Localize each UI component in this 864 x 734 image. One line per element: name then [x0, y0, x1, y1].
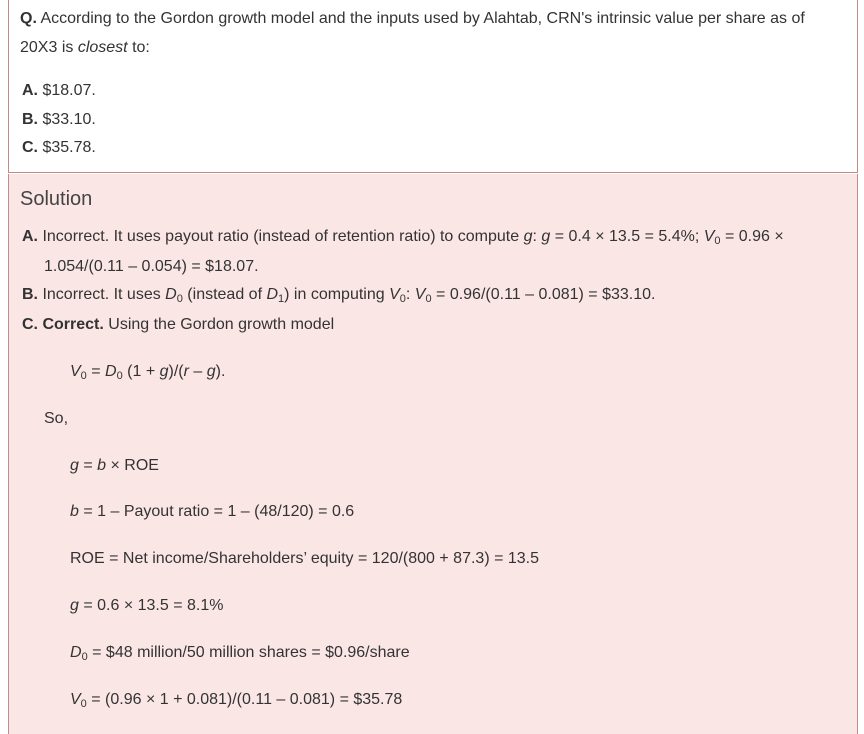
- sol-text: (1 +: [122, 363, 160, 380]
- option-b[interactable]: [22, 110, 96, 130]
- var-b: b: [70, 503, 79, 520]
- subscript: 0: [399, 293, 406, 305]
- var-d: D: [266, 286, 279, 303]
- var-g: g: [523, 228, 533, 245]
- var-v: V: [389, 286, 400, 303]
- sol-text: –: [188, 363, 207, 380]
- option-value: $18.07.: [42, 82, 96, 99]
- sol-text: ).: [215, 363, 226, 380]
- subscript: 0: [80, 698, 87, 710]
- var-g: g: [541, 228, 551, 245]
- sol-text: :: [405, 286, 415, 303]
- sol-text: Using the Gordon growth model: [103, 316, 335, 333]
- correct-label: Correct.: [42, 316, 104, 333]
- sol-text: = 1 – Payout ratio = 1 – (48/120) = 0.6: [78, 503, 355, 520]
- solution-b-line: [22, 285, 655, 309]
- var-v: V: [70, 363, 81, 380]
- sol-text: = 0.96/(0.11 – 0.081) = $33.10.: [431, 286, 656, 303]
- option-letter: C.: [22, 139, 38, 156]
- sol-text: Incorrect. It uses: [42, 286, 166, 303]
- subscript: 0: [176, 293, 183, 305]
- option-c[interactable]: [22, 138, 96, 158]
- sol-text: :: [532, 228, 542, 245]
- sol-text: = (0.96 × 1 + 0.081)/(0.11 – 0.081) = $35.78: [86, 691, 403, 708]
- subscript: 0: [81, 651, 88, 663]
- option-value: $33.10.: [42, 111, 96, 128]
- so-label: So,: [44, 410, 69, 427]
- solution-c-line: [22, 315, 334, 335]
- var-g: g: [70, 457, 79, 474]
- var-g: g: [159, 363, 169, 380]
- var-d: D: [105, 363, 117, 380]
- sol-letter: C.: [22, 316, 38, 333]
- sol-text: = 0.4 × 13.5 = 5.4%;: [550, 228, 704, 245]
- var-r: r: [183, 363, 189, 380]
- option-letter: B.: [22, 111, 38, 128]
- subscript: 0: [425, 293, 432, 305]
- question-emphasis: closest: [77, 39, 128, 56]
- gordon-formula: [70, 362, 225, 386]
- sol-letter: A.: [22, 228, 38, 245]
- var-v: V: [70, 691, 81, 708]
- sol-text: Incorrect. It uses payout ratio (instead of retention ratio) to compute: [42, 228, 520, 245]
- step-g-result: [70, 596, 223, 616]
- option-value: $35.78.: [42, 139, 96, 156]
- var-d: D: [70, 644, 82, 661]
- sol-text: ) in computing: [284, 286, 390, 303]
- var-g: g: [206, 363, 216, 380]
- sol-text: =: [78, 457, 98, 474]
- subscript: 0: [714, 235, 721, 247]
- sol-text: (instead of: [182, 286, 267, 303]
- var-v: V: [703, 228, 715, 245]
- sol-text: = $48 million/50 million shares = $0.96/share: [87, 644, 410, 661]
- subscript: 0: [116, 370, 123, 382]
- question-text: [20, 4, 832, 62]
- solution-a-line1: [22, 227, 784, 251]
- subscript: 0: [80, 370, 87, 382]
- var-g: g: [70, 597, 79, 614]
- step-d0: [70, 643, 410, 667]
- step-roe: ROE = Net income/Shareholders’ equity = 120/(800 + 87.3) = 13.5: [70, 550, 540, 567]
- question-panel: [8, 0, 858, 173]
- question-suffix: to:: [132, 39, 150, 56]
- step-v0: [70, 690, 402, 714]
- option-letter: A.: [22, 82, 38, 99]
- solution-title: Solution: [20, 188, 93, 210]
- var-d: D: [165, 286, 177, 303]
- sol-letter: B.: [22, 286, 38, 303]
- solution-a-line2: 1.054/(0.11 – 0.054) = $18.07.: [44, 258, 259, 275]
- step-b: [70, 502, 354, 522]
- sol-text: = 0.96 ×: [720, 228, 784, 245]
- sol-text: = 0.6 × 13.5 = 8.1%: [78, 597, 224, 614]
- sol-text: )/(: [168, 363, 184, 380]
- option-a[interactable]: [22, 81, 96, 101]
- sol-text: × ROE: [106, 457, 159, 474]
- step-g: [70, 456, 159, 476]
- solution-panel: [8, 174, 858, 734]
- question-body: According to the Gordon growth model and the inputs used by Alahtab, CRN's intrinsic value per share as of 20X3 is: [20, 10, 805, 56]
- question-label: Q.: [20, 10, 37, 27]
- subscript: 1: [278, 293, 285, 305]
- var-b: b: [97, 457, 107, 474]
- var-v: V: [414, 286, 426, 303]
- sol-text: =: [86, 363, 106, 380]
